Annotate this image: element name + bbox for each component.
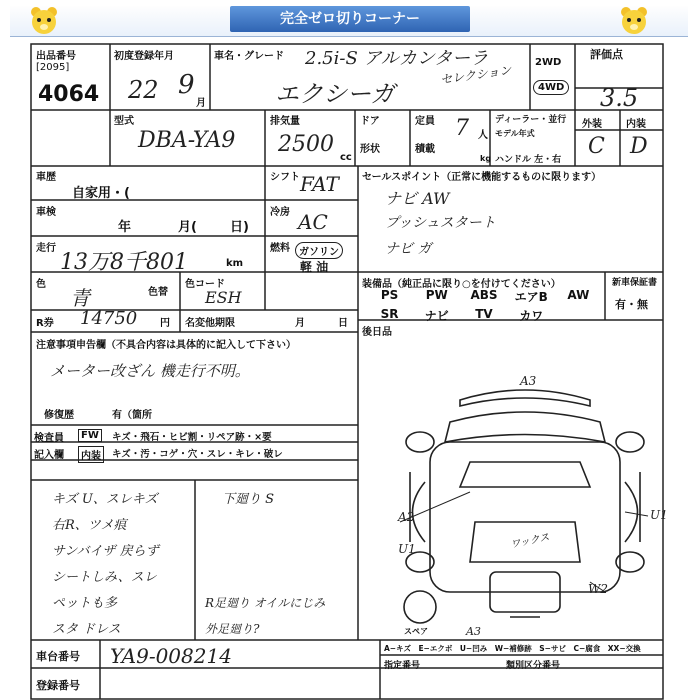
sales-label: セールスポイント（正常に機能するものに限ります）: [362, 172, 602, 183]
mileage-value: 13万8千801: [60, 250, 188, 275]
lot-sub: [2095]: [36, 62, 70, 73]
shift-label: シフト: [270, 172, 300, 183]
sales-item: ナビ AW: [385, 189, 450, 208]
inspector-label: 検査員: [34, 433, 64, 444]
adopt-label: 指定番号: [384, 661, 421, 671]
note-line: サンバイザ 戻らず: [52, 544, 159, 559]
lot-label: 出品番号: [36, 51, 76, 62]
eval-int-label: 内装: [626, 119, 646, 130]
dealer-label: ディーラー・並行: [495, 115, 567, 125]
shape-label: 形状: [360, 144, 380, 155]
sales-item: プッシュスタート: [385, 215, 496, 231]
fuel-gas: ガソリン: [295, 242, 343, 259]
inspection-month: 月(: [178, 220, 197, 235]
eval-int: D: [630, 134, 648, 159]
mileage-label: 走行: [36, 243, 56, 254]
legend2: キズ・汚・コゲ・穴・スレ・キレ・破レ: [112, 449, 283, 460]
equipment-item: カワ: [519, 309, 544, 323]
model-option: セレクション: [439, 63, 513, 87]
capacity-value: 7: [455, 116, 469, 141]
notes-text: メーター改ざん 機走行不明。: [50, 362, 250, 380]
notes-label: 注意事項申告欄（不具合内容は具体的に記入して下さい）: [36, 340, 296, 351]
recycle-unit: 円: [160, 318, 170, 329]
eval-value: 3.5: [600, 84, 639, 112]
eval-label: 評価点: [590, 48, 623, 61]
class-label: 類別区分番号: [506, 661, 561, 671]
color-code: ESH: [205, 288, 242, 307]
repair-value: 有（箇所: [112, 410, 152, 421]
ac-value: AC: [298, 210, 328, 234]
type-value: DBA-YA9: [138, 128, 236, 153]
load-unit: kg: [480, 154, 492, 163]
name-change-label: 名変他期限: [185, 318, 235, 329]
note-line: キズ U、スレキズ: [52, 492, 158, 507]
usage-value: 自家用・(: [72, 186, 130, 201]
first-reg-month: 9: [178, 70, 195, 100]
legend2-label: 記入欄: [34, 450, 64, 461]
note-line: スタ ドレス: [52, 622, 121, 637]
diagram-label: ワックス: [509, 531, 551, 551]
displacement-value: 2500: [278, 132, 334, 157]
color-code-label: 色コード: [185, 279, 225, 290]
equipment-item: TV: [475, 307, 493, 321]
note-line: R足廻り オイルにじみ: [205, 596, 326, 610]
inspector-legend: キズ・飛石・ヒビ割・リペア跡・×要: [112, 432, 272, 443]
displacement-unit: cc: [340, 152, 352, 163]
mileage-unit: km: [226, 258, 244, 269]
color-label: 色: [36, 279, 46, 290]
recycle-label: R券: [36, 318, 54, 329]
equipment-item: PS: [380, 288, 399, 302]
repair-label: 修復歴: [44, 410, 74, 421]
model-label: 車名・グレード: [214, 51, 284, 62]
displacement-label: 排気量: [270, 116, 300, 127]
fuel-diesel: 軽 油: [300, 260, 329, 274]
first-reg-month-suffix: 月: [196, 98, 206, 109]
eval-ext: C: [588, 134, 605, 159]
type-label: 型式: [114, 116, 134, 127]
reg-label: 登録番号: [36, 679, 80, 692]
name-change-day: 日: [338, 318, 348, 329]
equipment-item: ABS: [470, 288, 498, 302]
inspector-code: FW: [78, 429, 102, 442]
note-line: シートしみ、スレ: [52, 570, 157, 585]
inspection-year: 年: [118, 220, 132, 235]
model-grade: 2.5i-S アルカンターラ: [305, 48, 489, 69]
diagram-legend: A−キズ E−エクボ U−凹み W−補修跡 S−サビ C−腐食 XX−交換: [384, 644, 641, 653]
warranty-label: 新車保証書: [612, 278, 658, 288]
lot-number: 4064: [38, 82, 100, 107]
chassis-value: YA9-008214: [110, 644, 232, 668]
equipment-item: ナビ: [424, 309, 449, 323]
equipment-item: エアB: [514, 290, 548, 304]
fuel-label: 燃料: [270, 243, 290, 254]
note-line: 右R、ツメ痕: [52, 518, 127, 533]
warranty-value: 有・無: [615, 298, 648, 311]
rear-label: 後日品: [362, 327, 392, 338]
diagram-label: U1: [398, 542, 416, 556]
chassis-label: 車台番号: [36, 650, 80, 663]
capacity-label: 定員: [415, 116, 435, 127]
handle-label: ハンドル 左・右: [495, 155, 562, 165]
first-reg-year: 22: [128, 76, 159, 104]
inspection-label: 車検: [36, 207, 56, 218]
note-line: 下廻り S: [222, 492, 275, 507]
drive-4wd: 4WD: [533, 80, 569, 95]
note-line: ペットも多: [52, 596, 118, 611]
equipment-grid: [366, 288, 602, 324]
legend2-code: 内装: [78, 446, 104, 463]
diagram-label: A3: [520, 374, 537, 388]
equipment-item: PW: [425, 288, 448, 302]
diagram-label: W2: [588, 582, 608, 596]
page-title: 完全ゼロ切りコーナー: [230, 6, 470, 32]
sales-item: ナビ ガ: [385, 241, 432, 257]
load-label: 積載: [415, 144, 435, 155]
drive-2wd: 2WD: [535, 57, 562, 68]
diagram-label: U1: [650, 508, 668, 522]
capacity-unit: 人: [478, 130, 488, 141]
usage-label: 車歴: [36, 172, 56, 183]
equipment-item: AW: [567, 288, 590, 302]
model-name: エクシーガ: [275, 80, 395, 108]
diagram-label: A2: [398, 510, 415, 524]
color-change-label: 色替: [148, 287, 168, 298]
doors-label: ドア: [360, 116, 380, 127]
eval-ext-label: 外装: [582, 119, 602, 130]
recycle-value: 14750: [80, 308, 138, 329]
equipment-item: SR: [380, 307, 399, 321]
name-change-month: 月: [295, 318, 305, 329]
diagram-label: A3: [466, 625, 481, 638]
color-value: 青: [70, 286, 90, 310]
shift-value: FAT: [300, 172, 339, 196]
dealer-model-label: モデル年式: [495, 129, 535, 138]
car-damage-diagram: [390, 372, 660, 634]
note-line: 外足廻り?: [205, 622, 260, 636]
ac-label: 冷房: [270, 207, 290, 218]
equipment-label: 装備品（純正品に限り○を付けてください）: [362, 279, 561, 290]
first-reg-label: 初度登録年月: [114, 51, 174, 62]
inspection-day: 日): [230, 220, 249, 235]
diagram-label: スペア: [404, 627, 428, 636]
